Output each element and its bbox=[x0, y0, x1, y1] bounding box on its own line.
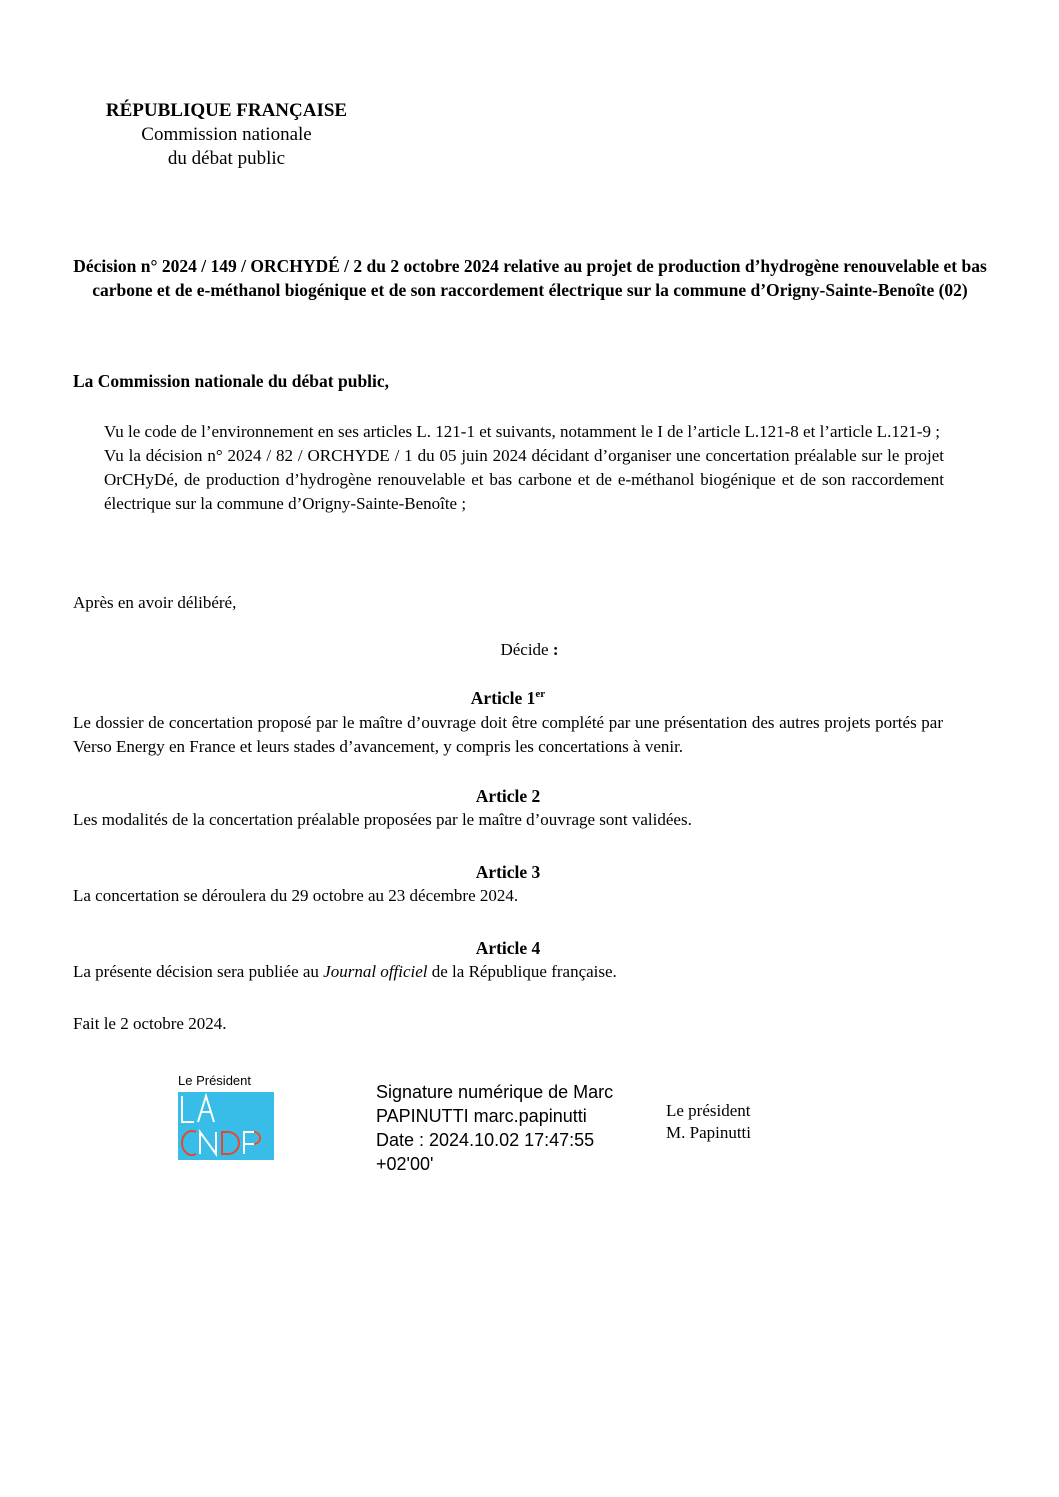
signatory bbox=[666, 1100, 751, 1144]
decision-title: Décision n° 2024 / 149 / ORCHYDÉ / 2 du 2 octobre 2024 relative au projet de production d’hydrogène renouvelable et bas carbone et de e-méthanol biogénique et de son raccordement électrique sur la commune d’Origny-Sainte-Benoîte (02) bbox=[73, 256, 987, 300]
done-at-line: Fait le 2 octobre 2024. bbox=[73, 1014, 227, 1033]
visa-paragraph: Vu la décision n° 2024 / 82 / ORCHYDE / 1 du 05 juin 2024 décidant d’organiser une concertation préalable sur le projet OrCHyDé, de production d’hydrogène renouvelable et bas carbone et de e-méthanol biogénique et de son raccordement électrique sur la commune d’Origny-Sainte-Benoîte ; bbox=[104, 446, 944, 513]
signature-line: PAPINUTTI marc.papinutti bbox=[376, 1106, 587, 1126]
journal-officiel-italic: Journal officiel bbox=[323, 962, 428, 981]
visas-block bbox=[104, 420, 944, 516]
deliberation-line: Après en avoir délibéré, bbox=[73, 593, 237, 612]
signature-line: +02'00' bbox=[376, 1154, 434, 1174]
article-4-text bbox=[73, 960, 943, 984]
republic-heading: RÉPUBLIQUE FRANÇAISE bbox=[105, 100, 348, 121]
signatory-name: M. Papinutti bbox=[666, 1123, 752, 1142]
article-4-title: Article 4 bbox=[475, 938, 541, 958]
cndp-logo-mark bbox=[178, 1092, 274, 1160]
article-paragraph bbox=[73, 960, 943, 984]
article-1-text bbox=[73, 711, 943, 759]
commission-heading: La Commission nationale du débat public, bbox=[73, 371, 390, 391]
article-paragraph: La concertation se déroulera du 29 octobre au 23 décembre 2024. bbox=[73, 886, 519, 905]
article-title-text: Article 1 bbox=[470, 688, 536, 708]
decide-word: Décide bbox=[500, 640, 549, 659]
digital-signature bbox=[376, 1080, 656, 1176]
article-text-before: La présente décision sera publiée au bbox=[73, 962, 324, 981]
org-name-line-2: du débat public bbox=[167, 148, 286, 169]
article-paragraph: Les modalités de la concertation préalable proposées par le maître d’ouvrage sont validées. bbox=[73, 810, 692, 829]
decide-line bbox=[0, 638, 1059, 662]
signature-line: Signature numérique de Marc bbox=[376, 1082, 614, 1102]
stamp-label: Le Président bbox=[178, 1073, 251, 1088]
visa-paragraph: Vu le code de l’environnement en ses articles L. 121-1 et suivants, notamment le I de l’article L.121-8 et l’article L.121-9 ; bbox=[104, 422, 940, 441]
letterhead bbox=[74, 99, 379, 171]
article-title-superscript: er bbox=[535, 688, 546, 700]
org-name-line-1: Commission nationale bbox=[141, 124, 312, 145]
article-2-title: Article 2 bbox=[475, 786, 541, 806]
article-3-title: Article 3 bbox=[475, 862, 541, 882]
article-2-text bbox=[73, 808, 943, 832]
article-3-text bbox=[73, 884, 943, 908]
signatory-role: Le président bbox=[666, 1101, 751, 1120]
article-paragraph: Le dossier de concertation proposé par le maître d’ouvrage doit être complété par une présentation des autres projets portés par Verso Energy en France et leurs stades d’avancement, y compris les concertations à venir. bbox=[73, 713, 943, 756]
decide-colon: : bbox=[552, 640, 559, 659]
cndp-logo bbox=[178, 1092, 274, 1160]
signature-line: Date : 2024.10.02 17:47:55 bbox=[376, 1130, 595, 1150]
article-text-after: de la République française. bbox=[427, 962, 617, 981]
article-1-title bbox=[0, 686, 1016, 710]
